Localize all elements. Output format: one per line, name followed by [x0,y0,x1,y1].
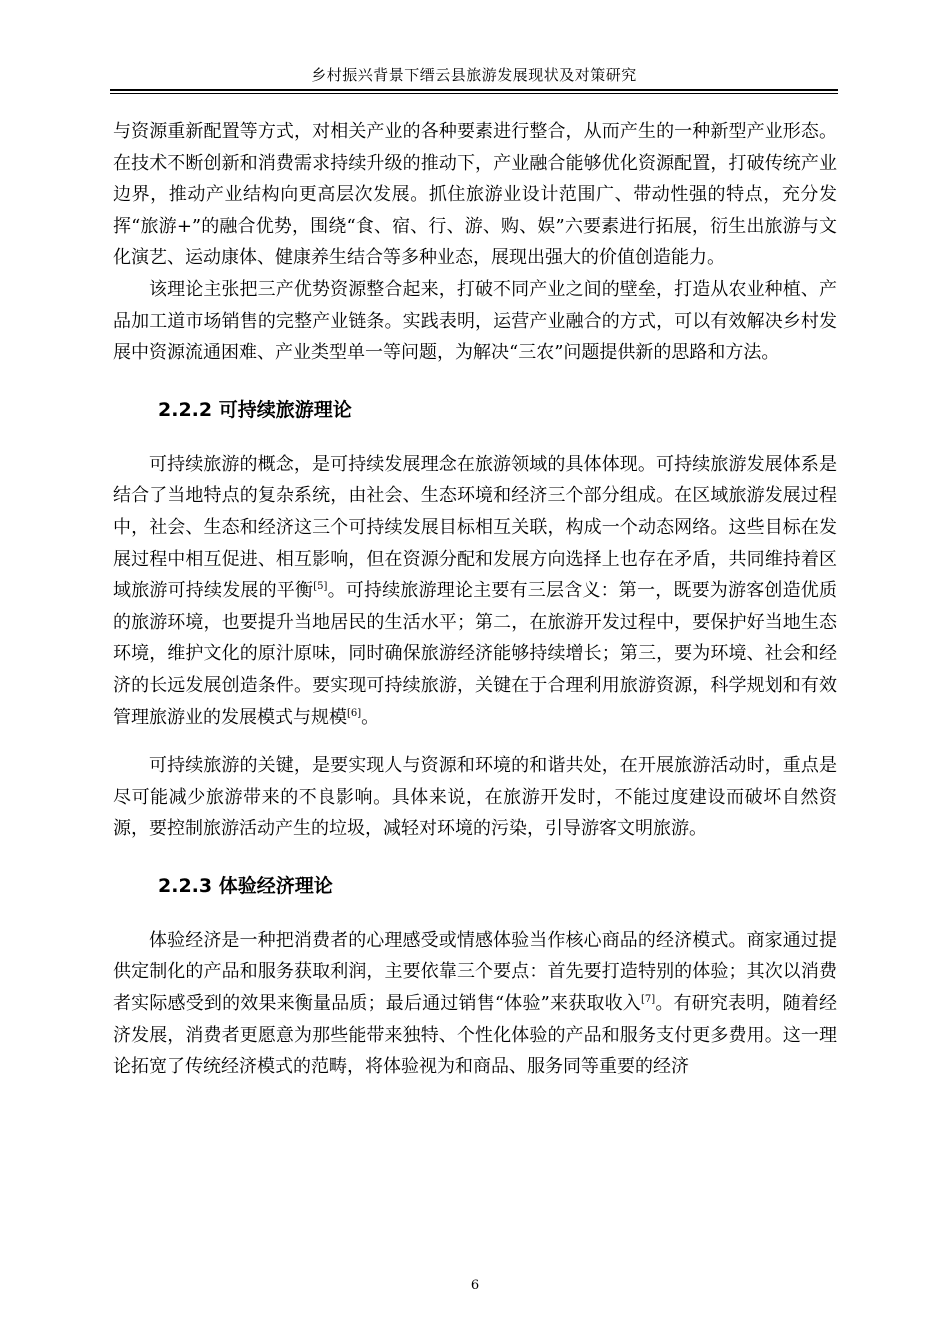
running-header: 乡村振兴背景下缙云县旅游发展现状及对策研究 [311,66,637,84]
paragraph-text: 。有研究表明，随着经济发展，消费者更愿意为那些能带来独特、个性化体验的产品和服务支付更多费用。这一理论拓宽了传统经济模式的范畴，将体验视为和商品、服务同等重要的经济 [113,993,837,1078]
section-heading-2-2-3: 2.2.3 体验经济理论 [158,874,333,897]
paragraph-experience-economy [113,925,837,1083]
paragraph-text: 。可持续旅游理论主要有三层含义：第一，既要为游客创造优质的旅游环境，也要提升当地居民的生活水平；第二，在旅游开发过程中，要保护好当地生态环境，维护文化的原汁原味，同时确保旅游经济能够持续增长；第三，要为环境、社会和经济的长远发展创造条件。要实现可持续旅游，关键在于合理利用旅游资源，科学规划和有效管理旅游业的发展模式与规模 [113,580,838,728]
header-rule-thin [110,93,838,94]
citation-6: [6] [347,707,362,719]
paragraph-sustainable-tourism-concept [113,449,837,733]
paragraph-industry-integration-continued: 与资源重新配置等方式，对相关产业的各种要素进行整合，从而产生的一种新型产业形态。在技术不断创新和消费需求持续升级的推动下，产业融合能够优化资源配置，打破传统产业边界，推动产业结构向更高层次发展。抓住旅游业设计范围广、带动性强的特点，充分发挥“旅游+”的融合优势，围绕“食、宿、行、游、购、娱”六要素进行拓展，衍生出旅游与文化演艺、运动康体、健康养生结合等多种业态，展现出强大的价值创造能力。 [113,121,837,269]
section-heading-2-2-2: 2.2.2 可持续旅游理论 [158,398,352,421]
paragraph-text: 体验经济是一种把消费者的心理感受或情感体验当作核心商品的经济模式。商家通过提供定制化的产品和服务获取利润，主要依靠三个要点：首先要打造特别的体验；其次以消费者实际感受到的效果来衡量品质；最后通过销售“体验”来获取收入 [113,929,837,1015]
citation-7: [7] [640,994,656,1006]
paragraph-gap [113,733,837,750]
page-number: 6 [470,1278,480,1293]
paragraph-industry-integration-theory: 该理论主张把三产优势资源整合起来，打破不同产业之间的壁垒，打造从农业种植、产品加工道市场销售的完整产业链条。实践表明，运营产业融合的方式，可以有效解决乡村发展中资源流通困难、产业类型单一等问题，为解决“三农”问题提供新的思路和方法。 [113,278,837,364]
paragraph-text: 。 [361,706,380,728]
paragraph-sustainable-tourism-key: 可持续旅游的关键，是要实现人与资源和环境的和谐共处，在开展旅游活动时，重点是尽可能减少旅游带来的不良影响。具体来说，在旅游开发时，不能过度建设而破坏自然资源，要控制旅游活动产生的垃圾，减轻对环境的污染，引导游客文明旅游。 [113,755,837,840]
paragraph-text: 可持续旅游的概念，是可持续发展理念在旅游领域的具体体现。可持续旅游发展体系是结合了当地特点的复杂系统，由社会、生态环境和经济三个部分组成。在区域旅游发展过程中，社会、生态和经济这三个可持续发展目标相互关联，构成一个动态网络。这些目标在发展过程中相互促进、相互影响，但在资源分配和发展方向选择上也存在矛盾，共同维持着区域旅游可持续发展的平衡 [113,453,837,602]
citation-5: [5] [313,581,328,593]
body-text [113,116,837,1083]
header-rule [110,89,838,91]
